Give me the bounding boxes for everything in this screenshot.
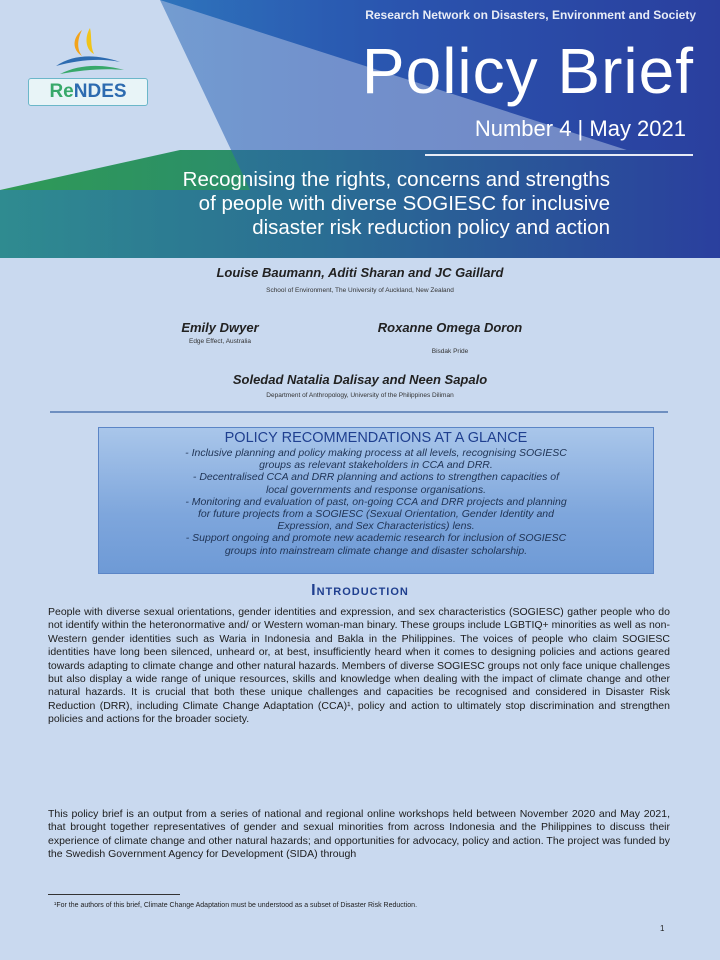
recommendation-line: - Decentralised CCA and DRR planning and actions to strengthen capacities of	[192, 471, 560, 484]
recommendations-title: POLICY RECOMMENDATIONS AT A GLANCE	[224, 430, 528, 446]
recommendation-line: for future projects from a SOGIESC (Sexual Orientation, Gender Identity and	[197, 508, 554, 521]
subtitle-line: of people with diverse SOGIESC for inclusive	[198, 192, 610, 215]
author-3: Roxanne Omega Doron	[377, 320, 523, 335]
brief-title: Policy Brief	[361, 35, 694, 107]
recommendations-box	[98, 427, 654, 574]
affiliation-4: Department of Anthropology, University of the Philippines Diliman	[266, 392, 454, 399]
recommendation-line: local governments and response organisations.	[265, 483, 487, 496]
affiliation-1: School of Environment, The University of Auckland, New Zealand	[266, 287, 454, 294]
recommendation-line: groups into mainstream climate change and disaster scholarship.	[224, 544, 528, 557]
issue-number: Number 4 | May 2021	[474, 116, 686, 141]
recommendation-line: groups as relevant stakeholders in CCA and DRR.	[259, 459, 493, 472]
affiliation-3: Bisdak Pride	[431, 348, 469, 355]
logo-mark-icon	[26, 26, 150, 82]
title-divider	[425, 154, 693, 156]
recommendation-line: - Inclusive planning and policy making process at all levels, recognising SOGIESC	[185, 447, 567, 459]
author-group-4: Soledad Natalia Dalisay and Neen Sapalo	[232, 372, 488, 387]
section-divider	[50, 411, 668, 413]
recommendation-line: - Monitoring and evaluation of past, on-going CCA and DRR projects and planning	[185, 495, 567, 508]
introduction-heading: Introduction	[311, 582, 409, 599]
brief-subtitle	[50, 168, 610, 240]
recommendations-list	[105, 447, 647, 557]
logo-wordmark: ReNDES	[28, 78, 148, 106]
intro-paragraph-1: People with diverse sexual orientations, gender identities and expression, and sex characteristics (SOGIESC) gather people who do not identify within the heteronormative and/ or Western woman-man binary. These groups include LGBTIQ+ minorities as well as non-Western gender identities such as Waria in Indonesia and Bakla in the Philippines. The voices of people who claim SOGIESC identities have long been silenced, unheard or, at best, insufficiently heard when it comes to designing policies and actions geared towards adapting to climate change and other natural hazards. Members of diverse SOGIESC groups not only face unique challenges but also display a wide range of unique resources, skills and knowledge when dealing with the impact of climate change and other natural hazards. It is crucial that both these unique challenges and capacities be recognised and considered in Disaster Risk Reduction (DRR), including Climate Change Adaptation (CCA)¹, policy and action to ultimately stop discrimination and strengthen policies and actions for the broader society.	[48, 606, 670, 726]
footnote: ¹For the authors of this brief, Climate Change Adaptation must be understood as a subset of Disaster Risk Reduction.	[54, 902, 418, 909]
author-group-1: Louise Baumann, Aditi Sharan and JC Gaillard	[216, 265, 504, 280]
subtitle-line: Recognising the rights, concerns and strengths	[182, 168, 610, 191]
network-name: Research Network on Disasters, Environment and Society	[365, 8, 696, 22]
intro-paragraph-2: This policy brief is an output from a series of national and regional online workshops held between November 2020 and May 2021, that brought together representatives of gender and sexual minorities from across Indonesia and the Philippines to discuss their experience of climate change and other natural hazards; and opportunities for advocacy, policy and action. The project was funded by the Swedish Government Agency for Development (SIDA) through	[48, 808, 670, 861]
subtitle-line: disaster risk reduction policy and action	[252, 216, 610, 239]
footnote-rule	[48, 894, 180, 895]
recommendation-line: - Support ongoing and promote new academic research for inclusion of SOGIESC	[185, 532, 567, 545]
page-number: 1	[660, 924, 665, 933]
author-2: Emily Dwyer	[181, 320, 259, 335]
affiliation-2: Edge Effect, Australia	[188, 338, 252, 345]
recommendation-line: Expression, and Sex Characteristics) lens.	[277, 520, 475, 533]
